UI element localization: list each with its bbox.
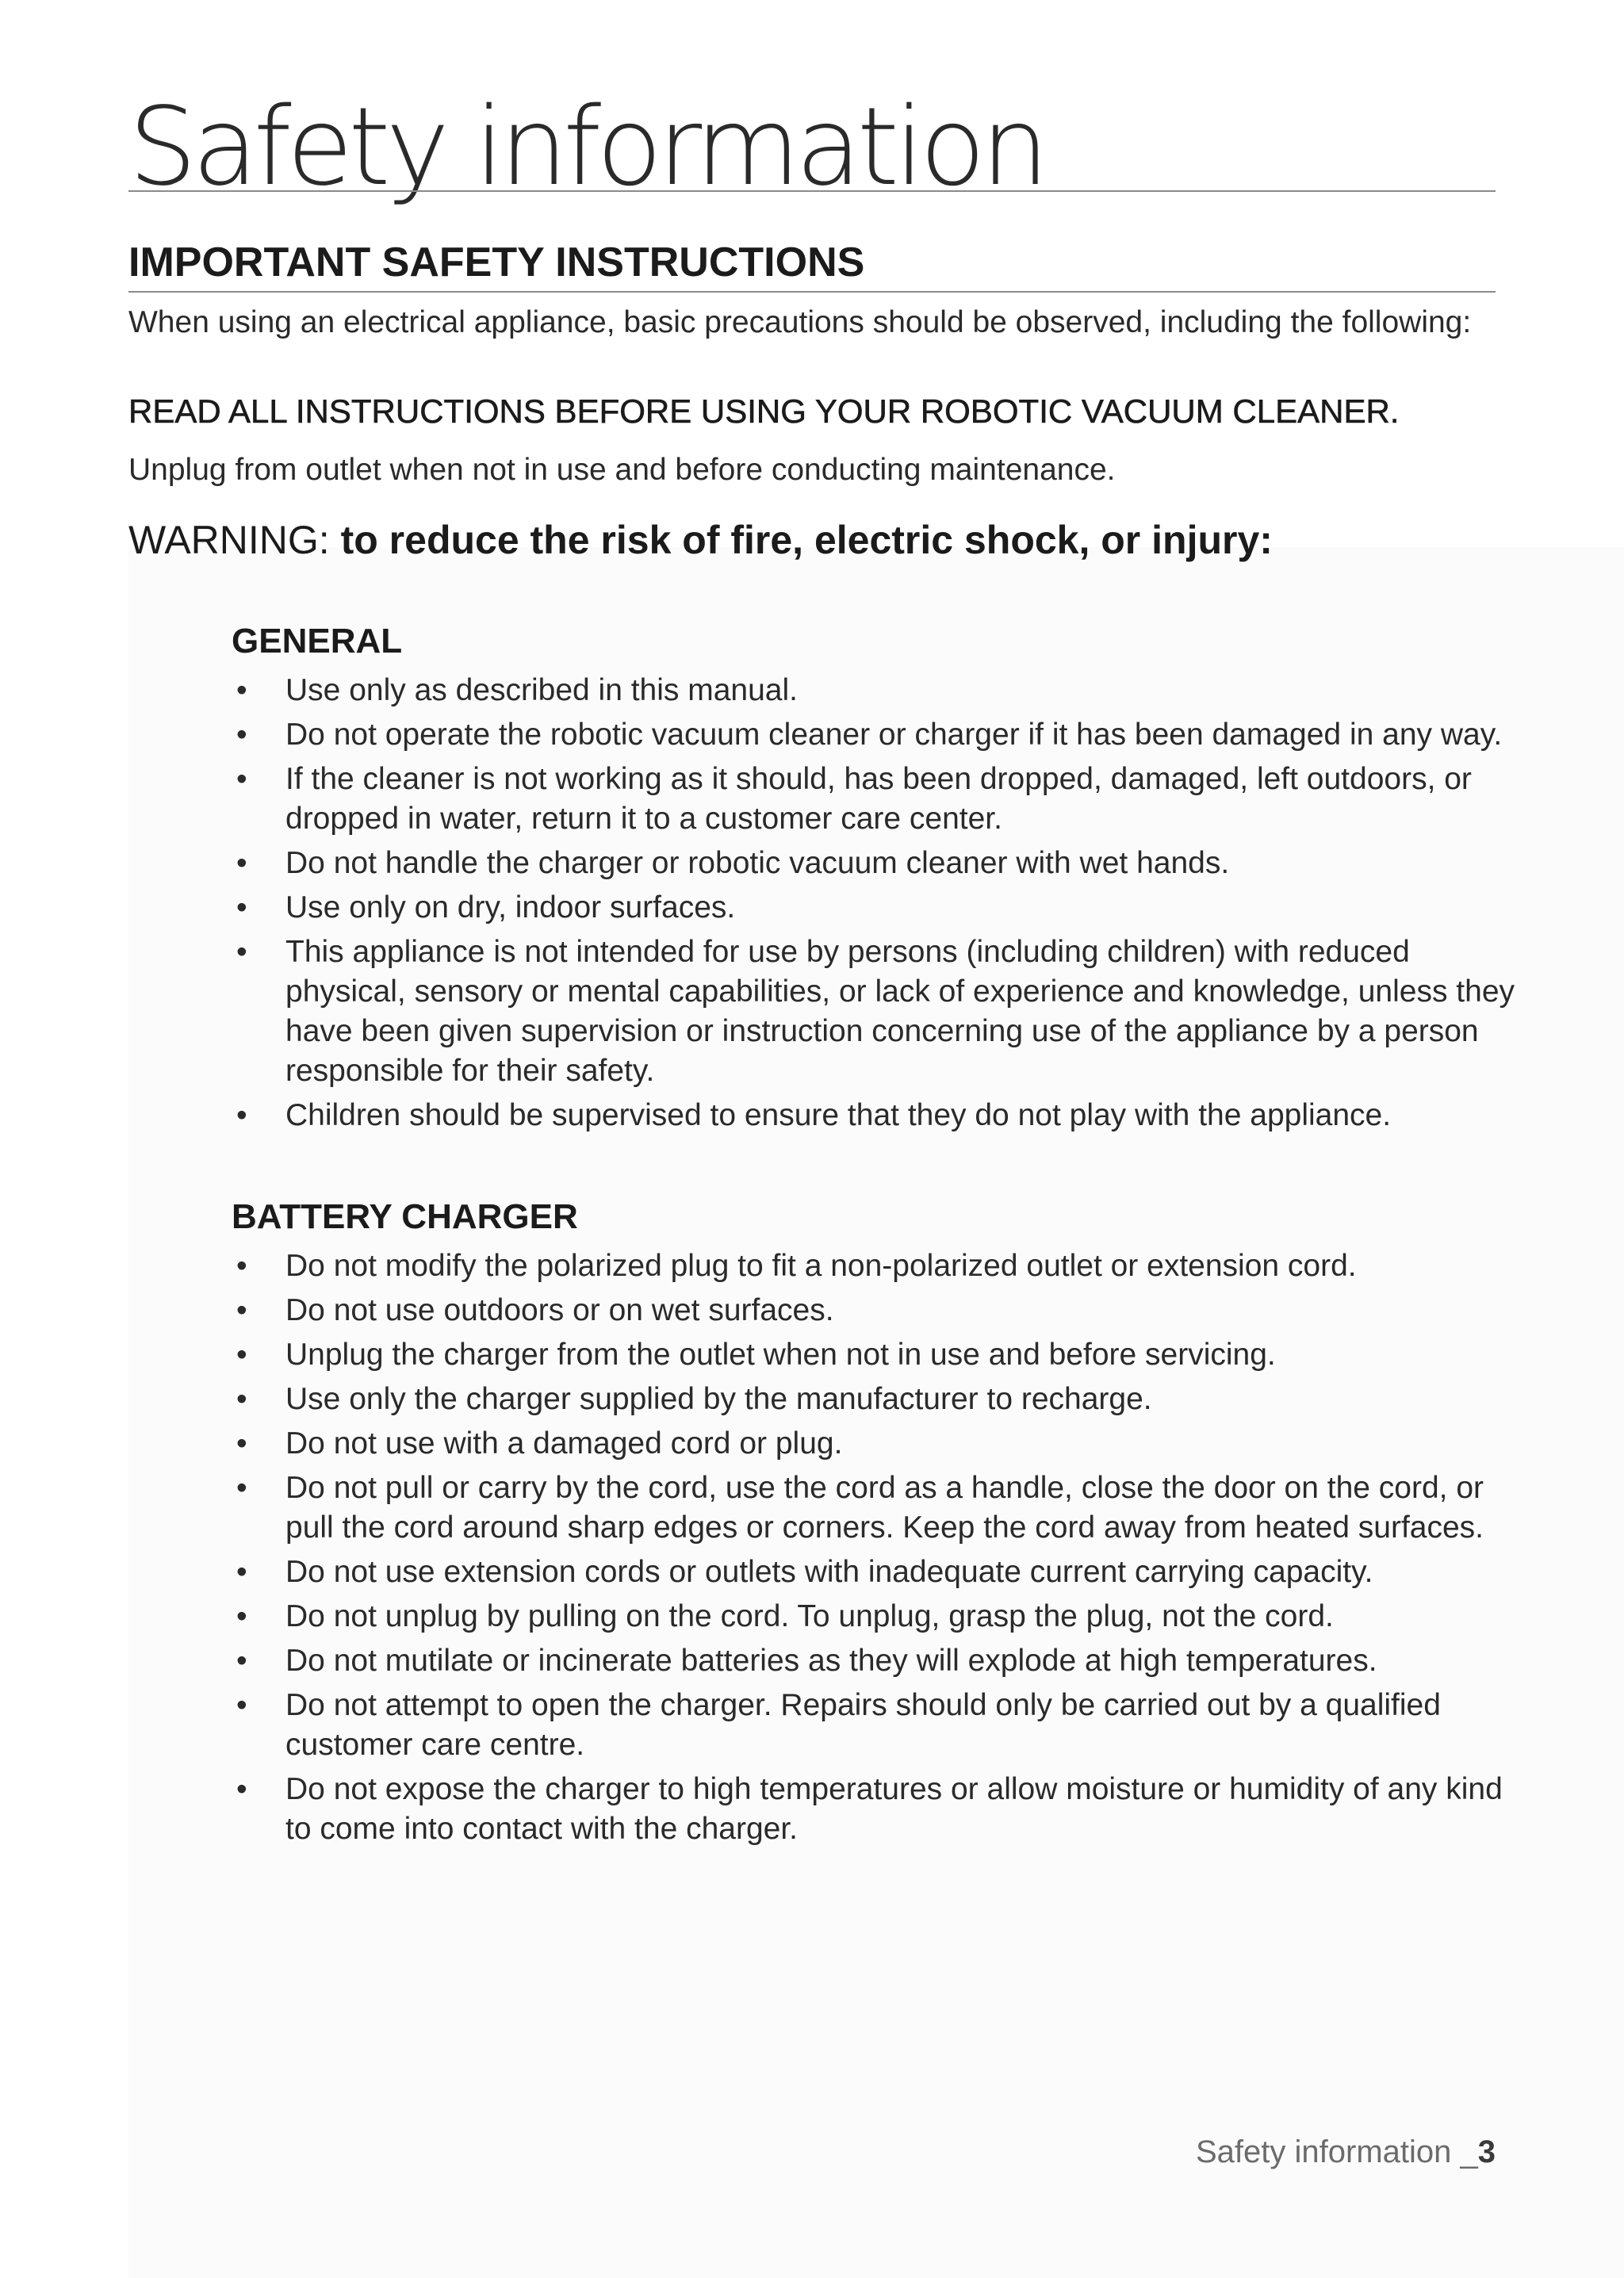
section-divider xyxy=(128,291,1496,293)
bullet-icon: • xyxy=(236,762,247,796)
list-item xyxy=(232,1424,1516,1464)
list-item-text: Use only on dry, indoor surfaces. xyxy=(285,890,736,925)
list-item-text: Use only as described in this manual. xyxy=(285,673,798,707)
bullet-icon: • xyxy=(236,935,247,969)
list-item-text: Do not use outdoors or on wet surfaces. xyxy=(285,1293,834,1327)
list-item-text: Do not mutilate or incinerate batteries as they will explode at high temperatures. xyxy=(285,1644,1377,1678)
list-item xyxy=(232,1686,1516,1765)
general-heading: GENERAL xyxy=(232,622,403,660)
bullet-icon: • xyxy=(236,1471,247,1505)
unplug-notice: Unplug from outlet when not in use and before conducting maintenance. xyxy=(128,453,1116,487)
battery-charger-list xyxy=(232,1246,1516,1854)
list-item xyxy=(232,1597,1516,1637)
list-item xyxy=(232,1770,1516,1849)
list-item xyxy=(232,1246,1516,1286)
list-item xyxy=(232,1641,1516,1681)
list-item-text: Do not expose the charger to high temperatures or allow moisture or humidity of any kind to come into contact with the charger. xyxy=(285,1772,1503,1846)
list-item-text: Do not handle the charger or robotic vacuum cleaner with wet hands. xyxy=(285,846,1230,880)
list-item xyxy=(232,844,1516,883)
section-heading: IMPORTANT SAFETY INSTRUCTIONS xyxy=(128,239,865,285)
list-item xyxy=(232,715,1516,755)
list-item xyxy=(232,671,1516,710)
list-item xyxy=(232,1291,1516,1330)
list-item-text: Unplug the charger from the outlet when not in use and before servicing. xyxy=(285,1338,1276,1372)
list-item xyxy=(232,888,1516,928)
title-divider xyxy=(128,190,1496,192)
intro-text: When using an electrical appliance, basic precautions should be observed, including the following: xyxy=(128,305,1472,339)
list-item-text: Use only the charger supplied by the manufacturer to recharge. xyxy=(285,1382,1152,1416)
bullet-icon: • xyxy=(236,1688,247,1722)
bullet-icon: • xyxy=(236,1382,247,1416)
list-item xyxy=(232,1096,1516,1135)
bullet-icon: • xyxy=(236,718,247,752)
footer-label: Safety information _ xyxy=(1196,2134,1478,2169)
list-item-text: Do not attempt to open the charger. Repairs should only be carried out by a qualified customer care centre. xyxy=(285,1688,1441,1762)
page-footer xyxy=(1196,2133,1496,2171)
bullet-icon: • xyxy=(236,1426,247,1461)
warning-label: WARNING: xyxy=(128,518,330,562)
read-all-notice: READ ALL INSTRUCTIONS BEFORE USING YOUR ROBOTIC VACUUM CLEANER. xyxy=(128,392,1400,430)
list-item-text: If the cleaner is not working as it should, has been dropped, damaged, left outdoors, or dropped in water, return it to a customer care center. xyxy=(285,762,1472,836)
bullet-icon: • xyxy=(236,1599,247,1633)
list-item xyxy=(232,1552,1516,1592)
list-item xyxy=(232,1468,1516,1548)
list-item-text: Do not operate the robotic vacuum cleaner or charger if it has been damaged in any way. xyxy=(285,718,1503,752)
list-item-text: Do not pull or carry by the cord, use the cord as a handle, close the door on the cord, or pull the cord around sharp edges or corners. Keep the cord away from heated surfaces. xyxy=(285,1471,1484,1545)
list-item xyxy=(232,932,1516,1091)
list-item xyxy=(232,1380,1516,1419)
page-title: Safety information xyxy=(128,85,1045,210)
bullet-icon: • xyxy=(236,1293,247,1327)
page-number: 3 xyxy=(1477,2134,1496,2169)
bullet-icon: • xyxy=(236,673,247,707)
battery-charger-heading: BATTERY CHARGER xyxy=(232,1197,578,1236)
bullet-icon: • xyxy=(236,1098,247,1132)
list-item-text: Do not use with a damaged cord or plug. xyxy=(285,1426,843,1461)
bullet-icon: • xyxy=(236,846,247,880)
list-item-text: Do not unplug by pulling on the cord. To unplug, grasp the plug, not the cord. xyxy=(285,1599,1334,1633)
list-item-text: Children should be supervised to ensure that they do not play with the appliance. xyxy=(285,1098,1392,1132)
bullet-icon: • xyxy=(236,1644,247,1678)
bullet-icon: • xyxy=(236,1555,247,1589)
bullet-icon: • xyxy=(236,1772,247,1806)
list-item-text: Do not modify the polarized plug to fit a non-polarized outlet or extension cord. xyxy=(285,1249,1357,1283)
list-item-text: This appliance is not intended for use by persons (including children) with reduced physical, sensory or mental capabilities, or lack of experience and knowledge, unless they have been given supervision or instruction concerning use of the appliance by a person responsible for their safety. xyxy=(285,935,1515,1088)
warning-text: to reduce the risk of fire, electric shock, or injury: xyxy=(340,518,1273,562)
general-list xyxy=(232,671,1516,1140)
warning-heading xyxy=(128,516,1273,564)
list-item xyxy=(232,760,1516,839)
bullet-icon: • xyxy=(236,1249,247,1283)
list-item xyxy=(232,1335,1516,1375)
bullet-icon: • xyxy=(236,1338,247,1372)
bullet-icon: • xyxy=(236,890,247,925)
list-item-text: Do not use extension cords or outlets with inadequate current carrying capacity. xyxy=(285,1555,1373,1589)
